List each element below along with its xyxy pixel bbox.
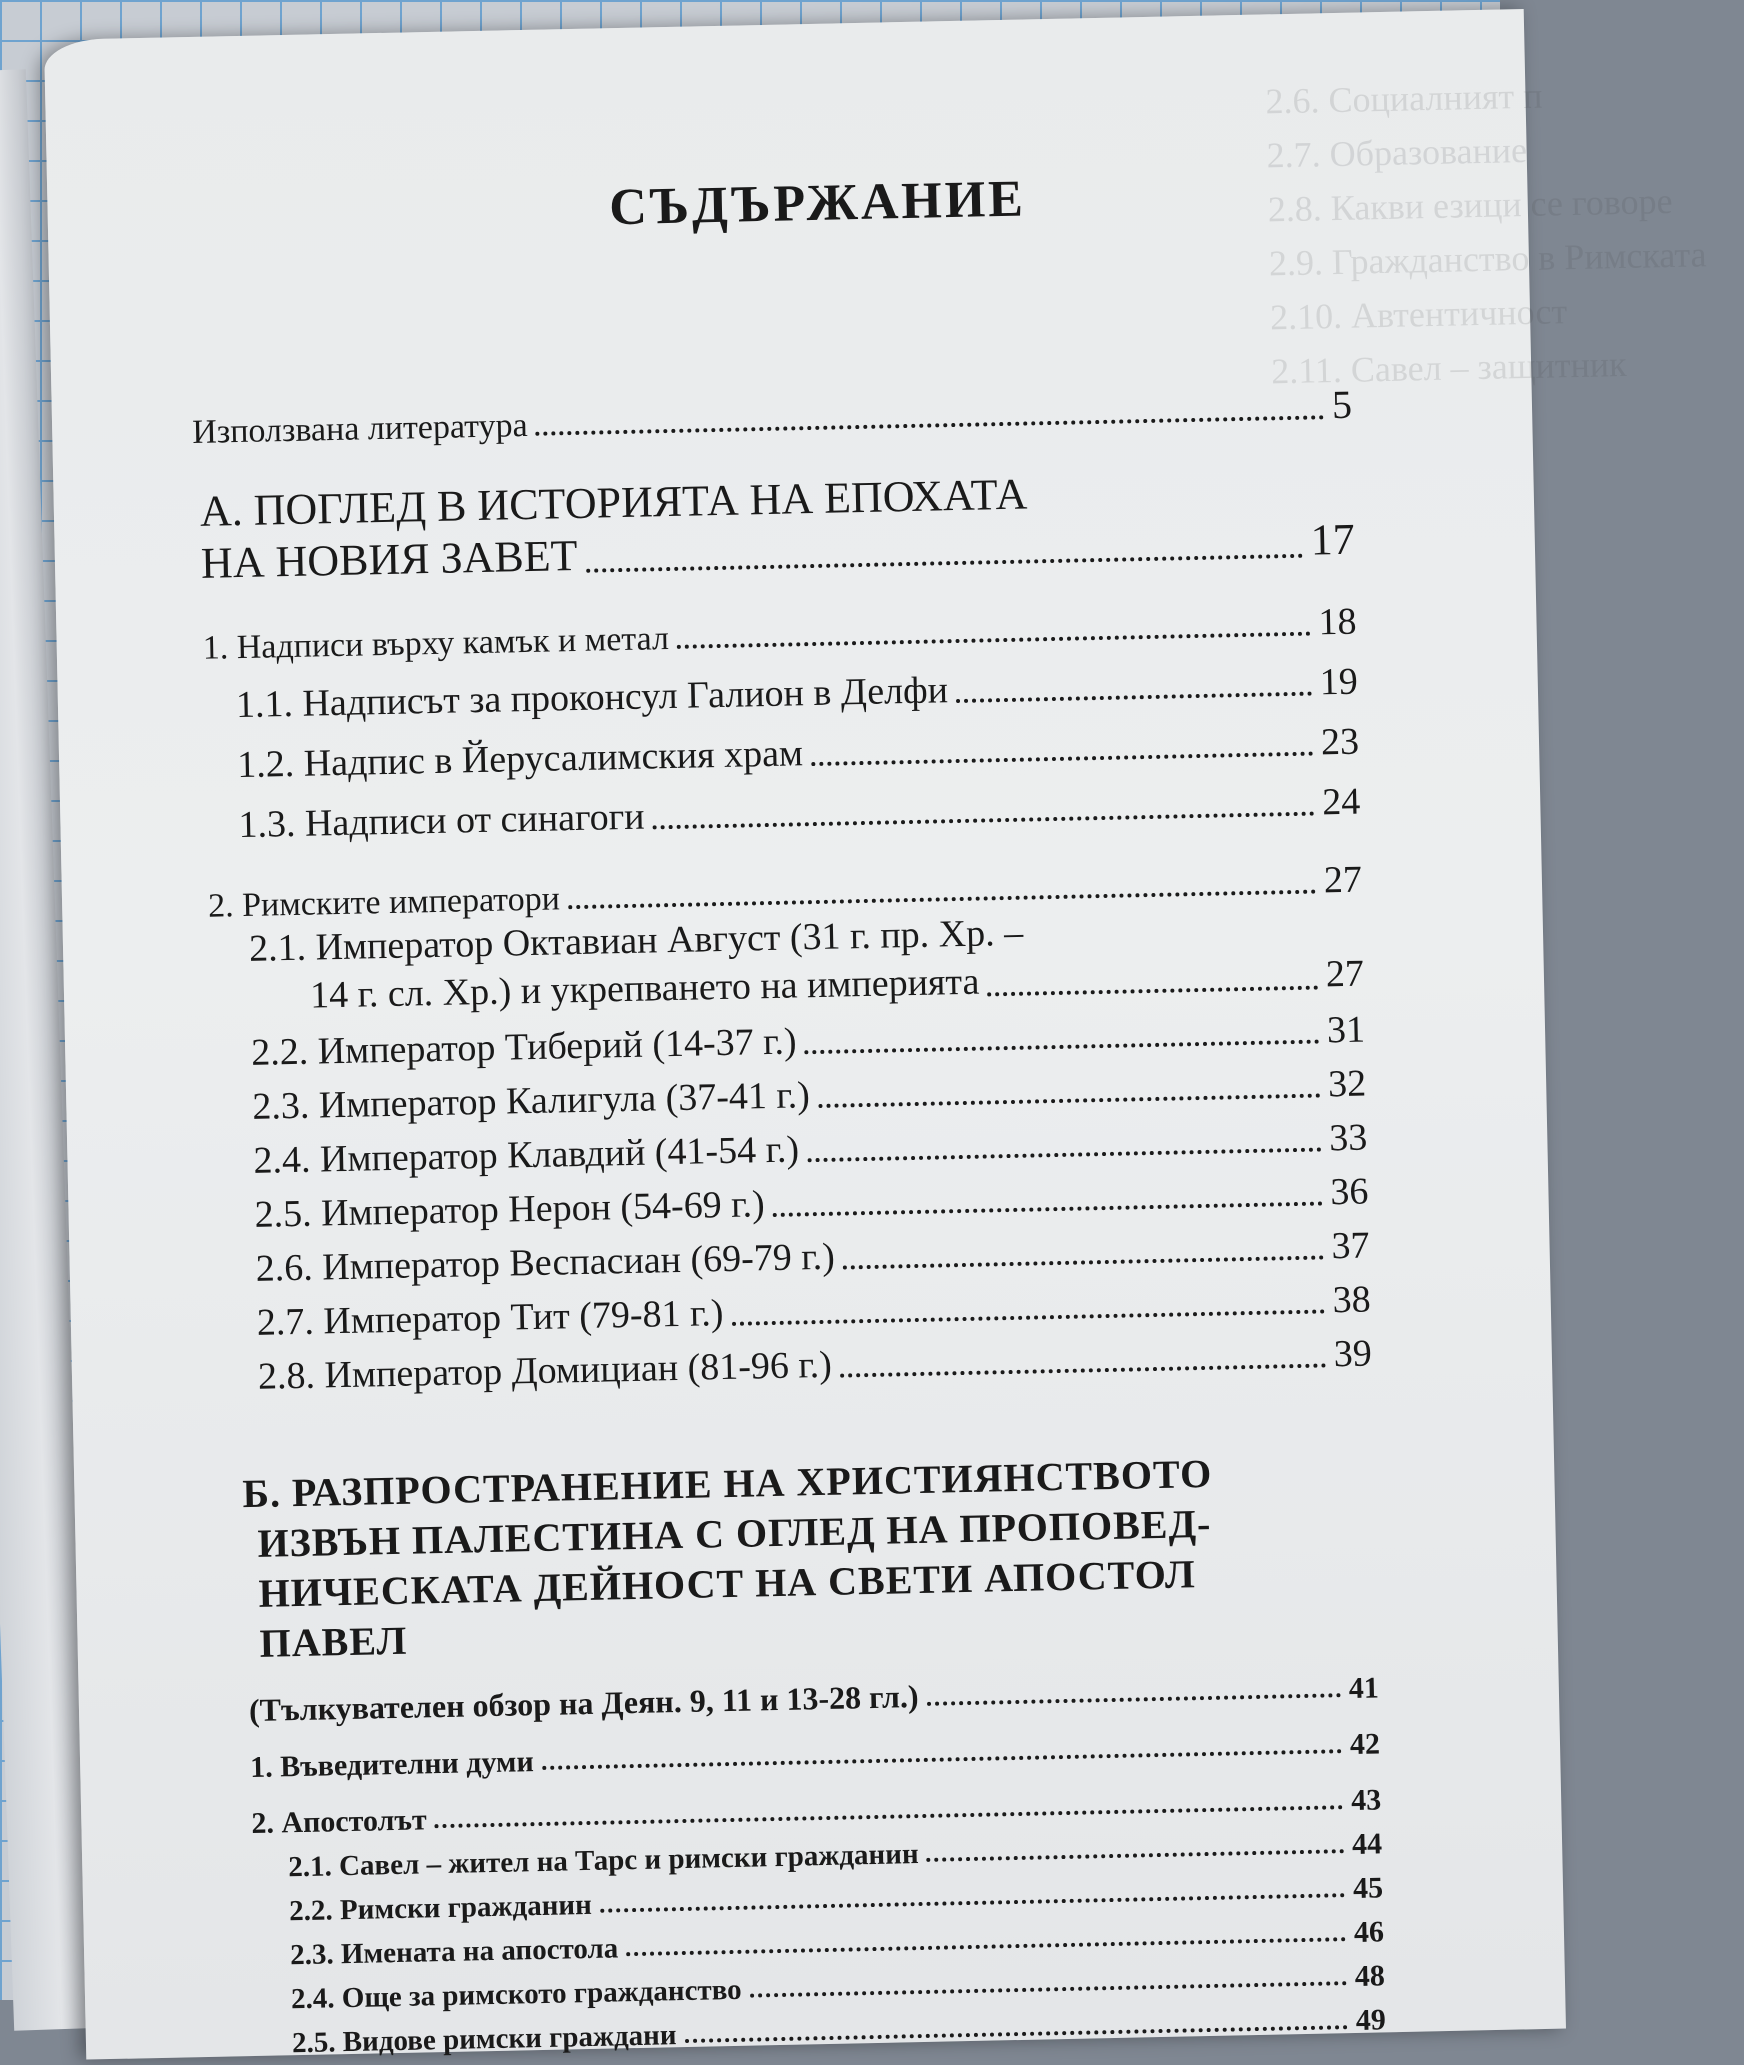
entry-label: 2.3. Имената на апостола	[289, 1932, 619, 1972]
page-number: 27	[1323, 858, 1363, 902]
entry-label: 2.4. Император Клавдий (41-54 г.)	[253, 1128, 800, 1182]
page-number: 49	[1355, 2003, 1387, 2037]
entry-label: Използвана литература	[191, 406, 529, 451]
entry-label: 2.2. Римски гражданин	[288, 1888, 593, 1928]
page-number: 18	[1318, 600, 1357, 644]
entry-label: 2.3. Император Калигула (37-41 г.)	[251, 1074, 811, 1128]
dot-leader	[586, 554, 1303, 573]
page-number: 42	[1349, 1727, 1381, 1762]
dot-leader	[927, 1849, 1345, 1862]
bleed-line: 2.10. Автентичност	[1269, 291, 1568, 338]
bleed-line: 2.11. Савел – защитник	[1270, 343, 1627, 392]
entry-label: 1. Въведителни думи	[249, 1745, 535, 1785]
page-number: 24	[1321, 780, 1361, 824]
section-heading-line: ПАВЕЛ	[259, 1617, 408, 1666]
page-number: 45	[1352, 1871, 1384, 1905]
page-number: 5	[1331, 381, 1353, 428]
page-number: 17	[1310, 514, 1356, 565]
entry-label: 2.7. Император Тит (79-81 г.)	[256, 1292, 724, 1344]
page-number: 32	[1327, 1062, 1367, 1106]
dot-leader	[927, 1693, 1341, 1706]
section-a-heading	[199, 462, 1355, 590]
section-heading-line: ИЗВЪН ПАЛЕСТИНА С ОГЛЕД НА ПРОПОВЕД-	[257, 1500, 1212, 1566]
page-number: 43	[1350, 1783, 1382, 1818]
entry-label: 2. Римските императори	[207, 880, 561, 925]
entry-label: 2.1. Император Октавиан Август (31 г. пр. Хр. –	[248, 911, 1024, 970]
page-title: СЪДЪРЖАНИЕ	[608, 170, 1027, 237]
toc-entry-literature	[191, 372, 1352, 452]
bleed-line: 2.7. Образование	[1266, 129, 1528, 176]
dot-leader	[805, 1040, 1320, 1055]
dot-leader	[807, 1147, 1321, 1162]
dot-leader	[956, 692, 1312, 703]
dot-leader	[840, 1363, 1326, 1377]
bleed-line: 2.8. Какви езици се говоре	[1267, 180, 1673, 230]
entry-label: 2.4. Още за римското гражданство	[290, 1973, 742, 2016]
page-number: 23	[1320, 720, 1360, 764]
page-number: 44	[1351, 1827, 1383, 1861]
entry-label: НА НОВИЯ ЗАВЕТ	[200, 530, 578, 588]
bleed-line: 2.9. Гражданство в Римската	[1268, 234, 1707, 284]
entry-label: 14 г. сл. Хр.) и укрепването на империята	[309, 960, 980, 1017]
entry-label: 2.1. Савел – жител на Тарс и римски гражданин	[287, 1838, 919, 1884]
entry-label: 2.6. Император Веспасиан (69-79 г.)	[255, 1235, 836, 1290]
page-number: 31	[1326, 1008, 1366, 1052]
page-number: 37	[1331, 1224, 1370, 1268]
entry-label: 1.2. Надпис в Йерусалимския храм	[236, 732, 804, 787]
book-page	[44, 9, 1707, 2060]
dot-leader	[843, 1255, 1324, 1269]
dot-leader	[818, 1094, 1320, 1109]
entry-label: 2. Апостолът	[251, 1803, 427, 1841]
entry-label: 1.3. Надписи от синагоги	[238, 795, 645, 847]
page-number: 48	[1354, 1959, 1386, 1993]
entry-label: (Тълкувателен обзор на Деян. 9, 11 и 13-28 гл.)	[248, 1678, 919, 1729]
table-of-contents	[166, 93, 1386, 2062]
entry-label: 2.2. Император Тиберий (14-37 г.)	[250, 1020, 797, 1074]
page-number: 36	[1329, 1170, 1369, 1214]
page-number: 39	[1333, 1332, 1373, 1376]
section-b-heading	[242, 1445, 1378, 1669]
dot-leader	[653, 812, 1315, 830]
page-number: 46	[1353, 1915, 1385, 1949]
dot-leader	[773, 1201, 1323, 1217]
page-number: 38	[1332, 1278, 1372, 1322]
entry-label: 2.8. Император Домициан (81-96 г.)	[257, 1343, 833, 1398]
dot-leader	[536, 415, 1324, 436]
bleed-line: 2.6. Социалният п	[1265, 75, 1543, 122]
section-heading-line: Б. РАЗПРОСТРАНЕНИЕ НА ХРИСТИЯНСТВОТО	[242, 1450, 1213, 1517]
dot-leader	[542, 1749, 1342, 1770]
entry-label: 2.5. Император Нерон (54-69 г.)	[254, 1183, 766, 1236]
page-number: 19	[1319, 660, 1359, 704]
section-heading-line: А. ПОГЛЕД В ИСТОРИЯТА НА ЕПОХАТА	[199, 469, 1028, 536]
entry-label: 1.1. Надписът за проконсул Галион в Делфи	[235, 669, 949, 727]
page-number: 41	[1348, 1671, 1380, 1706]
entry-label: 2.5. Видове римски граждани	[291, 2019, 677, 2060]
section-heading-line: НИЧЕСКАТА ДЕЙНОСТ НА СВЕТИ АПОСТОЛ	[258, 1551, 1197, 1616]
page-number: 33	[1328, 1116, 1368, 1160]
dot-leader	[685, 2025, 1348, 2043]
entry-label: 1. Надписи върху камък и метал	[202, 620, 670, 667]
dot-leader	[811, 752, 1313, 767]
dot-leader	[988, 986, 1319, 997]
page-number: 27	[1325, 952, 1365, 996]
